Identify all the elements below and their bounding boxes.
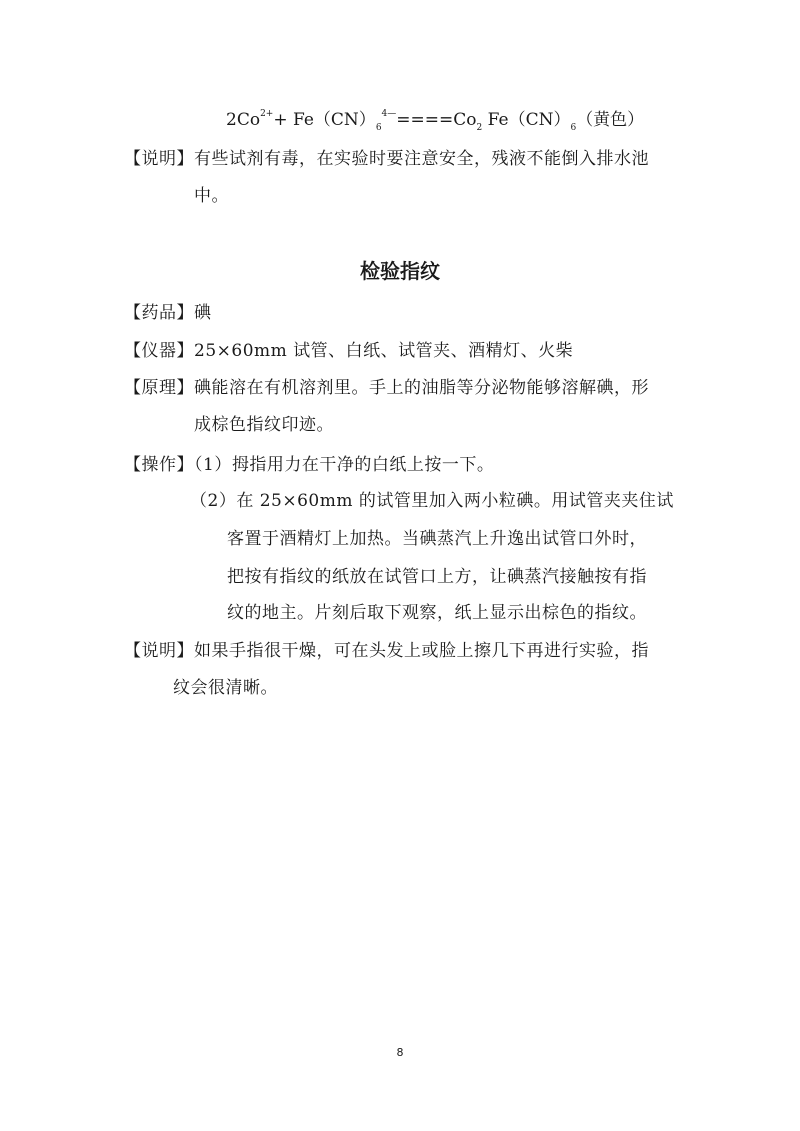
apparatus-label: 【仪器】 (124, 341, 194, 361)
note1-text-line1: 有些试剂有毒，在实验时要注意安全，残液不能倒入排水池 (194, 149, 649, 169)
operation-step2-line3-row (227, 565, 647, 589)
operation-line1 (124, 453, 494, 477)
reagent-label: 【药品】 (124, 303, 194, 323)
principle-text-line1: 碘能溶在有机溶剂里。手上的油脂等分泌物能够溶解碘，形 (194, 378, 649, 398)
operation-step2-line2-row (227, 527, 647, 551)
principle-label: 【原理】 (124, 378, 194, 398)
apparatus-line (124, 339, 573, 363)
note1-line1 (124, 147, 649, 171)
reagent-line (124, 301, 212, 325)
formula-fe2: Fe（CN） (482, 110, 571, 130)
formula-fe-charge: 4— (381, 109, 397, 119)
formula-coefficient: 2Co (226, 110, 261, 130)
apparatus-text: 25×60mm 试管、白纸、试管夹、酒精灯、火柴 (194, 341, 574, 361)
operation-step2-line1-row (190, 489, 674, 513)
operation-step2-line4: 纹的地主。片刻后取下观察，纸上显示出棕色的指纹。 (227, 603, 647, 623)
principle-line1 (124, 376, 649, 400)
operation-step2-line2: 客置于酒精灯上加热。当碘蒸汽上升逸出试管口外时， (227, 529, 647, 549)
note2-label: 【说明】 (124, 641, 194, 661)
formula-arrow: ====Co (396, 110, 477, 130)
operation-step2-line3: 把按有指纹的纸放在试管口上方，让碘蒸汽接触按有指 (227, 567, 647, 587)
operation-label: 【操作】 (124, 455, 194, 475)
page-number: 8 (396, 1046, 404, 1059)
note2-text-line1: 如果手指很干燥，可在头发上或脸上擦几下再进行实验，指 (194, 641, 649, 661)
chemical-equation (226, 108, 644, 132)
section-title: 检验指纹 (360, 259, 440, 283)
operation-step2-line4-row (227, 601, 647, 625)
note2-line2 (173, 676, 278, 700)
note1-line2 (194, 184, 229, 208)
formula-sub-2: 2 (476, 123, 483, 133)
principle-text-line2: 成棕色指纹印迹。 (194, 415, 334, 435)
operation-step1: （1）拇指用力在干净的白纸上按一下。 (194, 455, 495, 475)
note1-label: 【说明】 (124, 149, 194, 169)
formula-plus-fe: + Fe（CN） (273, 110, 376, 130)
reagent-text: 碘 (194, 303, 212, 323)
formula-sub-6b: 6 (570, 123, 577, 133)
operation-step2-line1: （2）在 25×60mm 的试管里加入两小粒碘。用试管夹夹住试 (190, 491, 674, 511)
note2-line1 (124, 639, 649, 663)
principle-line2 (194, 413, 334, 437)
formula-color-note: （黄色） (576, 110, 645, 130)
note2-text-line2: 纹会很清晰。 (173, 678, 278, 698)
note1-text-line2: 中。 (194, 186, 229, 206)
formula-co-charge: 2+ (260, 109, 274, 119)
formula-sub-6a: 6 (375, 123, 382, 133)
